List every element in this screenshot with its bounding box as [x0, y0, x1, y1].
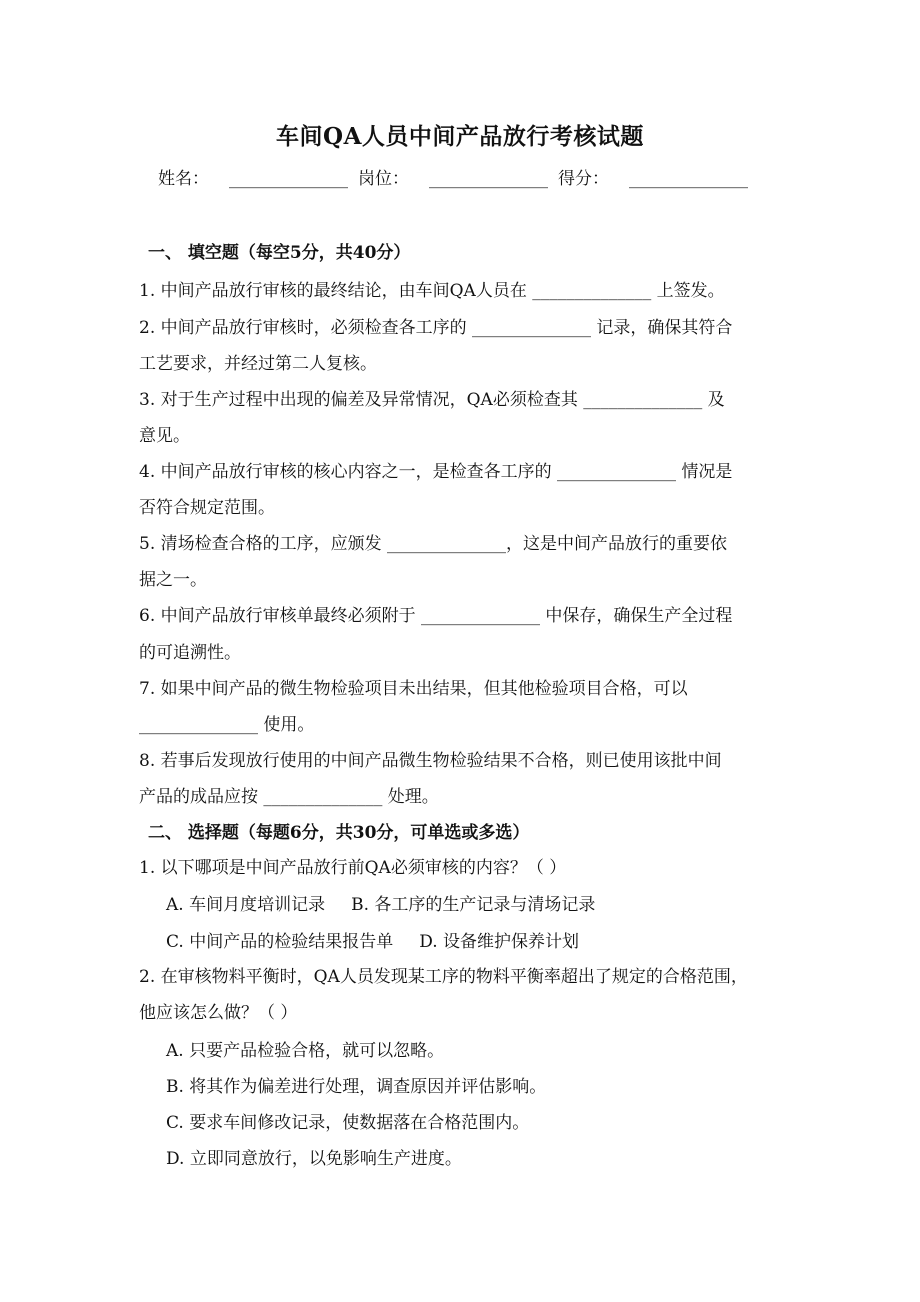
fill-q5-line2: 据之一。 [139, 570, 207, 590]
choice-q1-option-d: D. 设备维护保养计划 [419, 932, 580, 952]
fill-q4-line1: 4. 中间产品放行审核的核心内容之一，是检查各工序的 ______________ 情况是 [139, 462, 733, 482]
fill-q8-line2: 产品的成品应按 ______________ 处理。 [139, 787, 439, 807]
choice-q2-option-d: D. 立即同意放行，以免影响生产进度。 [166, 1149, 462, 1169]
header-info-row [158, 164, 758, 189]
name-label: 姓名： [158, 169, 209, 189]
choice-q1-options-row2 [166, 927, 579, 952]
score-blank: ______________ [629, 169, 748, 189]
fill-q2-line1: 2. 中间产品放行审核时，必须检查各工序的 ______________ 记录，确保其符合 [139, 318, 733, 338]
score-label: 得分： [558, 169, 609, 189]
choice-q2-stem-line2: 他应该怎么做？（ ） [139, 1003, 298, 1023]
fill-q2-line2: 工艺要求，并经过第二人复核。 [139, 354, 377, 374]
choice-q1-stem: 1. 以下哪项是中间产品放行前QA必须审核的内容？（ ） [139, 858, 567, 878]
fill-q6-line2: 的可追溯性。 [139, 643, 241, 663]
choice-q1-option-b: B. 各工序的生产记录与清场记录 [351, 895, 596, 915]
fill-q7-line2: ______________ 使用。 [139, 715, 315, 735]
choice-q1-options-row1 [166, 890, 595, 915]
section1-heading: 一、 填空题（每空5分，共40分） [148, 243, 411, 263]
choice-q2-option-b: B. 将其作为偏差进行处理，调查原因并评估影响。 [166, 1077, 547, 1097]
section2-heading: 二、 选择题（每题6分，共30分，可单选或多选） [148, 823, 530, 843]
position-label: 岗位： [358, 169, 409, 189]
fill-q3-line2: 意见。 [139, 426, 190, 446]
choice-q1-option-a: A. 车间月度培训记录 [166, 895, 326, 915]
fill-q8-line1: 8. 若事后发现放行使用的中间产品微生物检验结果不合格，则已使用该批中间 [139, 751, 722, 771]
choice-q2-option-a: A. 只要产品检验合格，就可以忽略。 [166, 1041, 445, 1061]
fill-q3-line1: 3. 对于生产过程中出现的偏差及异常情况，QA必须检查其 ______________ 及 [139, 390, 725, 410]
position-blank: ______________ [429, 169, 548, 189]
fill-q1-line: 1. 中间产品放行审核的最终结论，由车间QA人员在 ______________ 上签发。 [139, 281, 725, 301]
choice-q2-option-c: C. 要求车间修改记录，使数据落在合格范围内。 [166, 1113, 530, 1133]
fill-q7-line1: 7. 如果中间产品的微生物检验项目未出结果，但其他检验项目合格，可以 [139, 679, 688, 699]
name-blank: ______________ [229, 169, 348, 189]
fill-q4-line2: 否符合规定范围。 [139, 498, 275, 518]
fill-q6-line1: 6. 中间产品放行审核单最终必须附于 ______________ 中保存，确保生产全过程 [139, 606, 733, 626]
choice-q1-option-c: C. 中间产品的检验结果报告单 [166, 932, 394, 952]
fill-q5-line1: 5. 清场检查合格的工序，应颁发 ______________，这是中间产品放行的重要依 [139, 534, 728, 554]
choice-q2-stem-line1: 2. 在审核物料平衡时，QA人员发现某工序的物料平衡率超出了规定的合格范围， [139, 967, 748, 987]
page-title: 车间QA人员中间产品放行考核试题 [276, 123, 644, 150]
